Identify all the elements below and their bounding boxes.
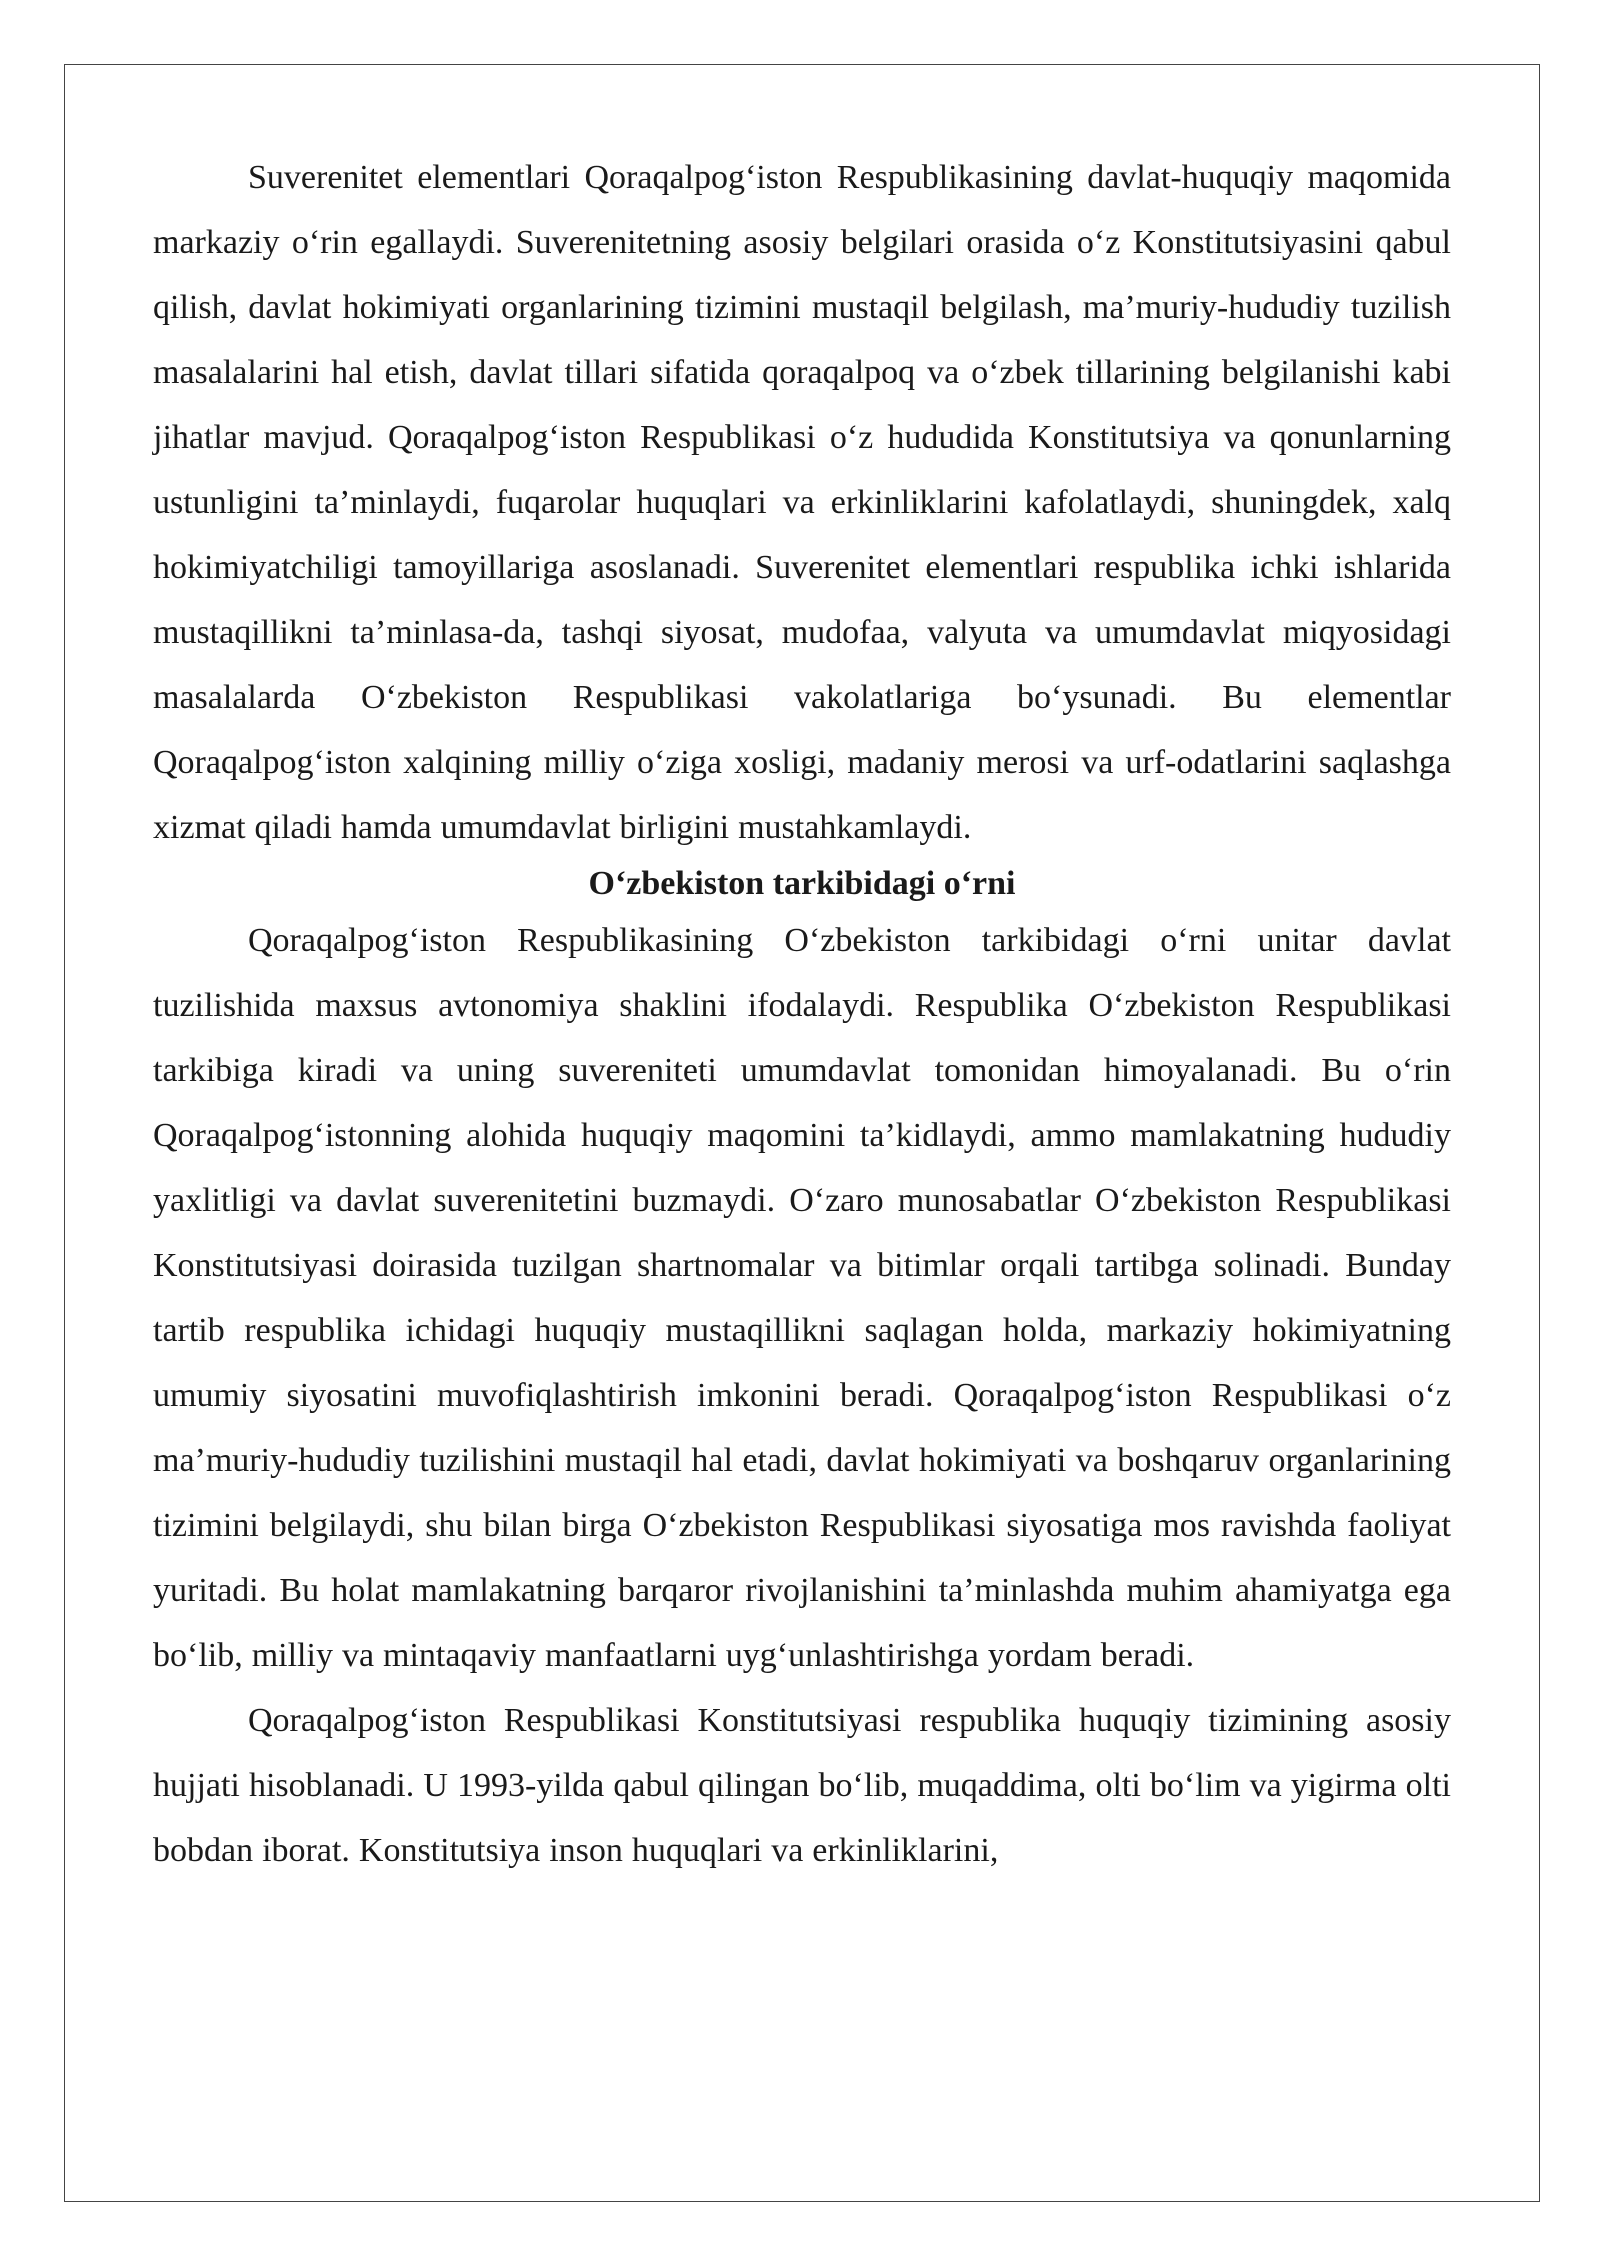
section-heading: O‘zbekiston tarkibidagi o‘rni xyxy=(588,865,1016,902)
body-paragraph: Suverenitet elementlari Qoraqalpog‘iston Respublikasining davlat-huquqiy maqomida markaziy o‘rin egallaydi. Suverenitetning asosiy belgilari orasida o‘z Konstitutsiyasini qabul qilish, davlat hokimiyati organlarining tizimini mustaqil belgilash, ma’muriy-hududiy tuzilish masalalarini hal etish, davlat tillari sifatida qoraqalpoq va o‘zbek tillarining belgilanishi kabi jihatlar mavjud. Qoraqalpog‘iston Respublikasi o‘z hududida Konstitutsiya va qonunlarning ustunligini ta’minlaydi, fuqarolar huquqlari va erkinliklarini kafolatlaydi, shuningdek, xalq hokimiyatchiligi tamoyillariga asoslanadi. Suverenitet elementlari respublika ichki ishlarida mustaqillikni ta’minlasa-da, tashqi siyosat, mudofaa, valyuta va umumdavlat miqyosidagi masalalarda O‘zbekiston Respublikasi vakolatlariga bo‘ysunadi. Bu elementlar Qoraqalpog‘iston xalqining milliy o‘ziga xosligi, madaniy merosi va urf-odatlarini saqlashga xizmat qiladi hamda umumdavlat birligini mustahkamlaydi. xyxy=(153,159,1451,846)
body-paragraph: Qoraqalpog‘iston Respublikasi Konstitutsiyasi respublika huquqiy tizimining asosiy hujjati hisoblanadi. U 1993-yilda qabul qilingan bo‘lib, muqaddima, olti bo‘lim va yigirma olti bobdan iborat. Konstitutsiya inson huquqlari va erkinliklarini, xyxy=(153,1702,1451,1869)
body-paragraph: Qoraqalpog‘iston Respublikasining O‘zbekiston tarkibidagi o‘rni unitar davlat tuzilishida maxsus avtonomiya shaklini ifodalaydi. Respublika O‘zbekiston Respublikasi tarkibiga kiradi va uning suvereniteti umumdavlat tomonidan himoyalanadi. Bu o‘rin Qoraqalpog‘istonning alohida huquqiy maqomini ta’kidlaydi, ammo mamlakatning hududiy yaxlitligi va davlat suverenitetini buzmaydi. O‘zaro munosabatlar O‘zbekiston Respublikasi Konstitutsiyasi doirasida tuzilgan shartnomalar va bitimlar orqali tartibga solinadi. Bunday tartib respublika ichidagi huquqiy mustaqillikni saqlagan holda, markaziy hokimiyatning umumiy siyosatini muvofiqlashtirish imkonini beradi. Qoraqalpog‘iston Respublikasi o‘z ma’muriy-hududiy tuzilishini mustaqil hal etadi, davlat hokimiyati va boshqaruv organlarining tizimini belgilaydi, shu bilan birga O‘zbekiston Respublikasi siyosatiga mos ravishda faoliyat yuritadi. Bu holat mamlakatning barqaror rivojlanishini ta’minlashda muhim ahamiyatga ega bo‘lib, milliy va mintaqaviy manfaatlarni uyg‘unlashtirishga yordam beradi. xyxy=(153,922,1451,1674)
document-body xyxy=(153,145,1451,1883)
